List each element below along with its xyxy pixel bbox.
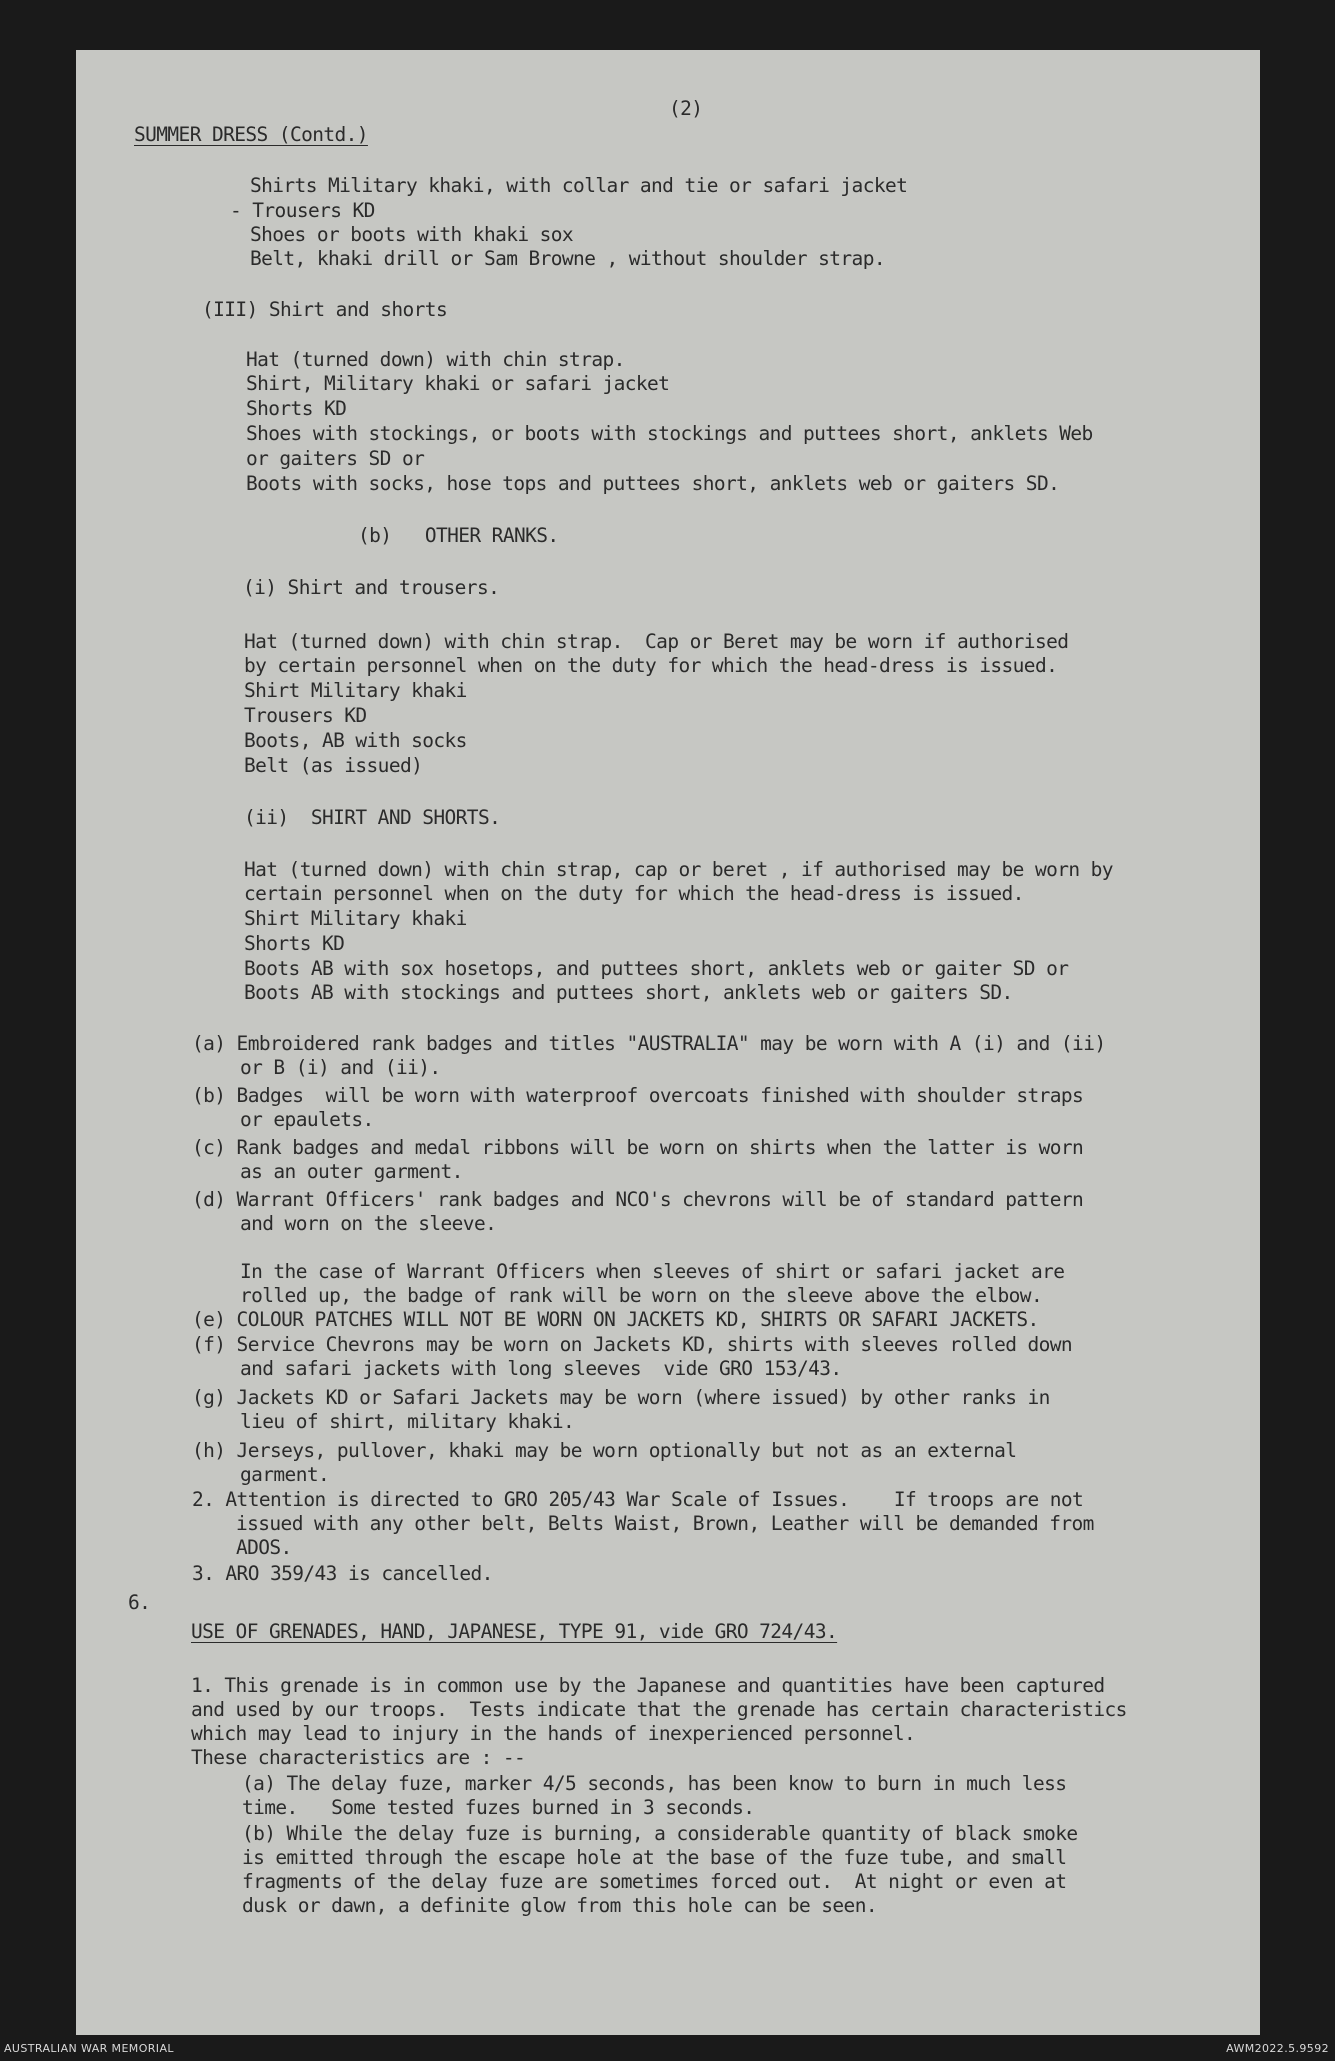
note-line: rolled up, the badge of rank will be worn on the sleeve above the elbow. xyxy=(240,1284,1043,1307)
text-line: (b) While the delay fuze is burning, a considerable quantity of black smoke xyxy=(242,1822,1078,1845)
note-line: (h) Jerseys, pullover, khaki may be worn optionally but not as an external xyxy=(192,1439,1017,1462)
text-line: (a) The delay fuze, marker 4/5 seconds, has been know to burn in much less xyxy=(242,1772,1067,1795)
text-line: Shirt Military khaki xyxy=(244,907,467,930)
subsection-heading: (i) Shirt and trousers. xyxy=(243,576,500,599)
text-line: by certain personnel when on the duty for which the head-dress is issued. xyxy=(244,654,1058,677)
note-line: (f) Service Chevrons may be worn on Jackets KD, shirts with sleeves rolled down xyxy=(192,1333,1073,1356)
note-line: garment. xyxy=(240,1463,330,1486)
note-line: 2. Attention is directed to GRO 205/43 War Scale of Issues. If troops are not xyxy=(192,1488,1084,1511)
text-line: dusk or dawn, a definite glow from this hole can be seen. xyxy=(242,1894,877,1917)
text-line: Trousers KD xyxy=(244,704,367,727)
footer-archive-name: AUSTRALIAN WAR MEMORIAL xyxy=(4,2042,174,2055)
note-line: as an outer garment. xyxy=(240,1160,463,1183)
text-line: Boots AB with sox hosetops, and puttees short, anklets web or gaiter SD or xyxy=(244,957,1069,980)
note-line: In the case of Warrant Officers when sleeves of shirt or safari jacket are xyxy=(240,1260,1065,1283)
text-line: 1. This grenade is in common use by the Japanese and quantities have been captured xyxy=(191,1674,1105,1697)
text-line: Hat (turned down) with chin strap. Cap or Beret may be worn if authorised xyxy=(244,630,1069,653)
text-line: - Trousers KD xyxy=(230,199,375,222)
section-heading: SUMMER DRESS (Contd.) xyxy=(134,123,368,146)
item-number: 6. xyxy=(128,1591,151,1614)
subsection-heading: (b) OTHER RANKS. xyxy=(358,524,559,547)
note-line: and safari jackets with long sleeves vide GRO 153/43. xyxy=(240,1357,842,1380)
text-line: is emitted through the escape hole at the base of the fuze tube, and small xyxy=(242,1846,1067,1869)
text-line: certain personnel when on the duty for which the head-dress is issued. xyxy=(244,882,1024,905)
section-heading: USE OF GRENADES, HAND, JAPANESE, TYPE 91, vide GRO 724/43. xyxy=(191,1620,838,1643)
text-line: These characteristics are : -- xyxy=(191,1746,526,1769)
note-line: (d) Warrant Officers' rank badges and NCO's chevrons will be of standard pattern xyxy=(192,1188,1084,1211)
text-line: time. Some tested fuzes burned in 3 seconds. xyxy=(242,1796,755,1819)
note-line: (e) COLOUR PATCHES WILL NOT BE WORN ON JACKETS KD, SHIRTS OR SAFARI JACKETS. xyxy=(192,1308,1039,1331)
text-line: Hat (turned down) with chin strap. xyxy=(246,348,625,371)
note-line: (a) Embroidered rank badges and titles "AUSTRALIA" may be worn with A (i) and (ii) xyxy=(192,1032,1106,1055)
note-line: ADOS. xyxy=(236,1536,292,1559)
text-line: Boots, AB with socks xyxy=(244,729,467,752)
text-line: Shirts Military khaki, with collar and tie or safari jacket xyxy=(250,174,908,197)
note-line: (g) Jackets KD or Safari Jackets may be worn (where issued) by other ranks in xyxy=(192,1386,1050,1409)
subsection-heading: (ii) SHIRT AND SHORTS. xyxy=(244,806,501,829)
text-line: or gaiters SD or xyxy=(246,447,425,470)
note-line: or B (i) and (ii). xyxy=(240,1056,441,1079)
note-line: issued with any other belt, Belts Waist, Brown, Leather will be demanded from xyxy=(236,1512,1094,1535)
text-line: Shoes with stockings, or boots with stockings and puttees short, anklets Web xyxy=(246,422,1093,445)
note-line: lieu of shirt, military khaki. xyxy=(240,1410,575,1433)
subsection-heading: (III) Shirt and shorts xyxy=(202,298,448,321)
document-page xyxy=(76,50,1260,2035)
text-line: Belt (as issued) xyxy=(244,754,423,777)
text-line: Boots with socks, hose tops and puttees short, anklets web or gaiters SD. xyxy=(246,472,1060,495)
text-line: Boots AB with stockings and puttees short, anklets web or gaiters SD. xyxy=(244,981,1013,1004)
text-line: Shorts KD xyxy=(246,397,347,420)
text-line: fragments of the delay fuze are sometimes forced out. At night or even at xyxy=(242,1870,1067,1893)
text-line: which may lead to injury in the hands of inexperienced personnel. xyxy=(191,1722,916,1745)
text-line: Shirt Military khaki xyxy=(244,679,467,702)
footer-reference: AWM2022.5.9592 xyxy=(1226,2042,1329,2055)
page-number: (2) xyxy=(669,97,703,120)
note-line: (c) Rank badges and medal ribbons will be worn on shirts when the latter is worn xyxy=(192,1136,1084,1159)
text-line: and used by our troops. Tests indicate that the grenade has certain characteristics xyxy=(191,1698,1127,1721)
text-line: Belt, khaki drill or Sam Browne , without shoulder strap. xyxy=(250,247,885,270)
note-line: 3. ARO 359/43 is cancelled. xyxy=(192,1562,493,1585)
note-line: (b) Badges will be worn with waterproof overcoats finished with shoulder straps xyxy=(192,1084,1084,1107)
text-line: Shoes or boots with khaki sox xyxy=(250,223,574,246)
text-line: Shirt, Military khaki or safari jacket xyxy=(246,372,670,395)
note-line: or epaulets. xyxy=(240,1108,374,1131)
note-line: and worn on the sleeve. xyxy=(240,1212,497,1235)
text-line: Hat (turned down) with chin strap, cap or beret , if authorised may be worn by xyxy=(244,858,1113,881)
text-line: Shorts KD xyxy=(244,932,345,955)
